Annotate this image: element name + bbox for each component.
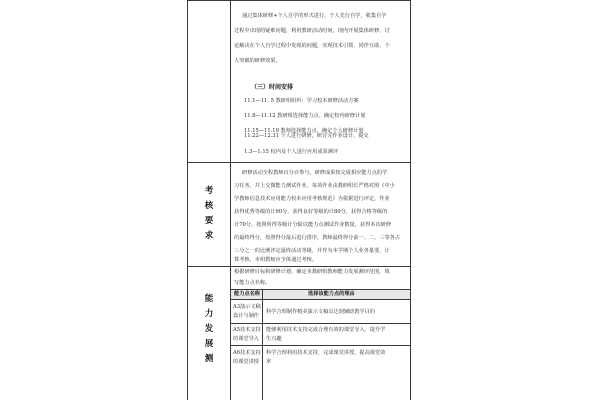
assessment-label: 考 核 要 求 [204,186,214,241]
table-cell-name: 的课堂导入 [233,336,259,342]
schedule-item: 11.1—11. 5 教研组组织：学习校本研修活动方案 [244,98,359,104]
schedule-item: 11.8—11.12 教研组选择能力点、确定校内研修计划 [244,113,366,119]
paragraph-line: 通过集体研修+个人自学的形式进行，个人先行自学，收集自学 [242,13,387,19]
table-cell-reason: 科学合理制作精美演示文稿以达到辅助教学目的 [266,309,375,315]
section-heading: （三）时间安排 [251,84,294,91]
table-cell-name: 设计与制作 [233,313,259,319]
table-cell-name: 的课堂讲授 [233,359,259,365]
table-cell-name: A5技术支持 [233,327,261,333]
inner-header-divider [230,299,411,300]
paragraph-line: 计70分，按照所得等级计分除以能力点测试作业数量，获得本次研修 [234,222,392,228]
intro-line: 根据研修目标和研修计划，确定本教研组教师能力发展测评范围，填 [234,269,390,275]
schedule-item: 11.22—12.31 个人进行研修，研讨完作业设计，提交 [244,133,369,139]
column-divider [230,0,231,400]
paragraph-line: 过程中出现的疑难问题，利用教研活动时间，现内开展集体研修，讨 [234,28,390,34]
table-cell-reason: 能够利用技术支持完成合理有效的课堂导入，提升学 [266,327,386,333]
schedule-item: 11.15—11.19 教师选择能力点，确定个人研修计划 [244,128,364,134]
inner-column-divider [262,289,263,400]
inner-row-divider [230,323,411,324]
paragraph-line: 的最终得分，按照得分最后进行排序，教师最终得分前一、二、三等各占 [234,235,401,241]
paragraph-line: 获得优秀等级的计90分，获得良好等级的计80分，获得合格等级的 [234,209,388,215]
intro-line: 写能力点名称。 [234,280,271,286]
paragraph-line: 论解决在个人自学过程中发现的问题，实现技术引领，同伴互助，个 [234,43,390,49]
table-border-right [410,0,411,400]
row-divider-2 [187,266,411,267]
table-header-reason: 选择该能力点的理由 [308,291,355,297]
paragraph-line: 习任务，并上交微能力测试作业，每项作业由教研组长严格对照《中小 [234,183,395,189]
paragraph-line: 算考核，本组教师应全体通过考核。 [234,257,318,263]
inner-row-divider [230,345,411,346]
paragraph-line: 学教师信息技术应用能力校本应用考核规范》为依据进行评定，作业 [234,196,390,202]
ability-development-label: 能 力 发 展 测 [204,294,214,364]
table-border-left [187,0,188,400]
table-cell-reason: 生兴趣 [266,336,282,342]
table-cell-name: A6技术支持 [233,350,261,356]
paragraph-line: 三分之一的比例评定最终活动等级，并作为本学期个人业务量要，计 [234,248,390,254]
table-cell-reason: 率 [266,359,272,365]
table-header-name: 能力点名称 [234,291,260,297]
paragraph-line: 人突破的研修效果。 [234,58,281,64]
top-border [187,0,411,1]
table-cell-name: A3演示文稿 [233,304,261,310]
row-divider-1 [187,162,411,163]
table-cell-reason: 科学合理利用技术支持，完成课堂讲授，提高课堂效 [266,350,386,356]
paragraph-line: 研修活动全程教师百分百参与，研修成果按完成相应能力点的学 [242,170,388,176]
schedule-item: 1.3—1.15 校内及个人进行应用成果测评 [244,149,339,155]
